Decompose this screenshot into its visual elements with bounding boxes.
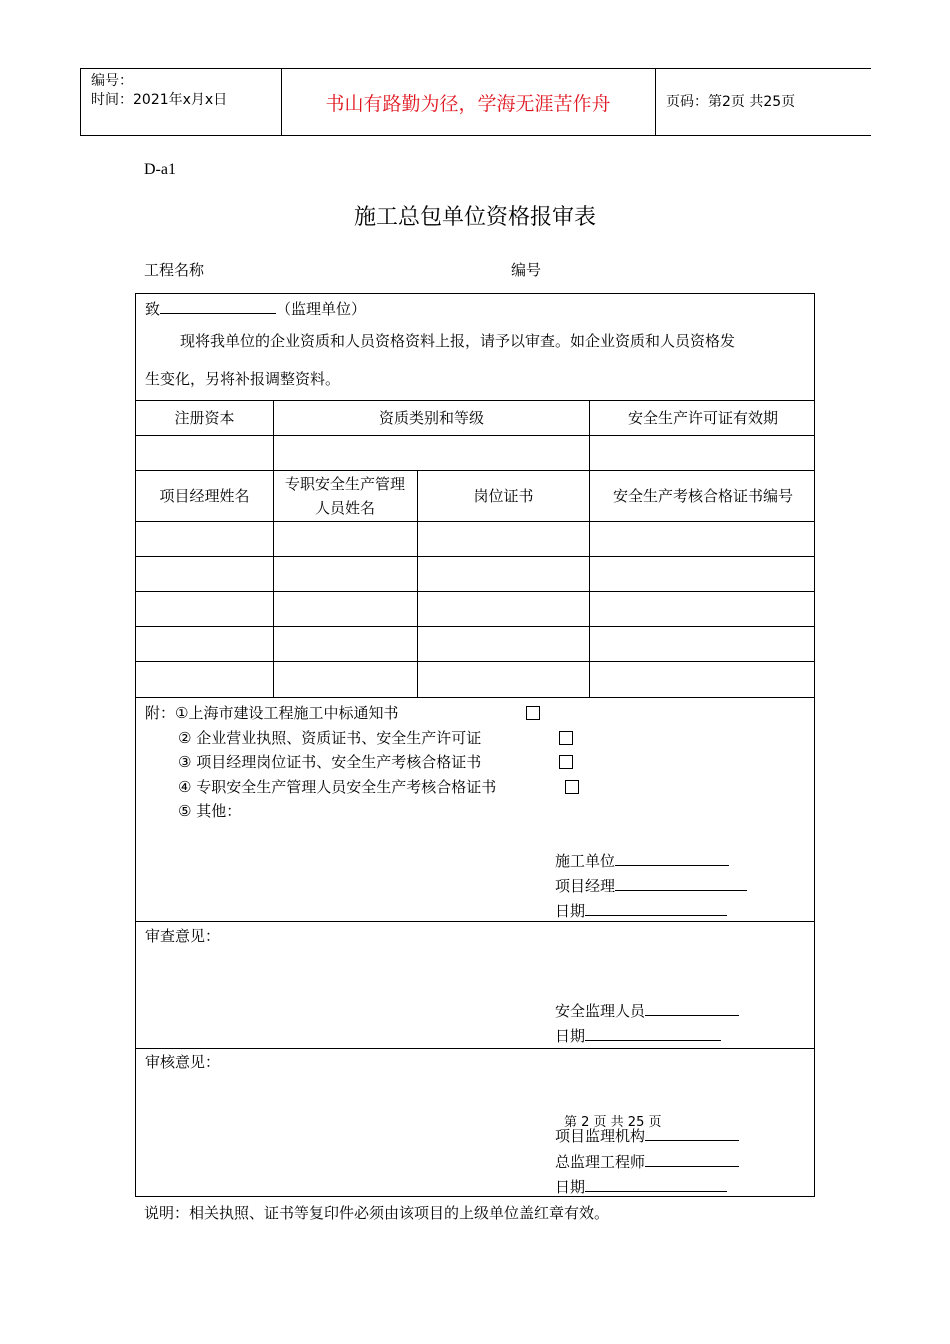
supervision-agency-label: 项目监理机构 xyxy=(555,1127,646,1145)
contractor-date-label: 日期 xyxy=(555,902,586,920)
checkbox-safety-officer-cert[interactable] xyxy=(565,780,579,794)
safety-cert-number-field[interactable] xyxy=(590,592,816,626)
header-registered-capital: 注册资本 xyxy=(174,408,235,427)
safety-cert-number-field[interactable] xyxy=(590,662,816,696)
attachment-item-3: ③ 项目经理岗位证书、安全生产考核合格证书 xyxy=(178,753,482,771)
header-safety-officer-name: 专职安全生产管理人员姓名 xyxy=(284,474,405,517)
safety-supervisor-line xyxy=(555,999,739,1023)
attachment-item-2: ② 企业营业执照、资质证书、安全生产许可证 xyxy=(178,729,482,747)
review-date-label: 日期 xyxy=(555,1027,586,1045)
attachment-item-4: ④ 专职安全生产管理人员安全生产考核合格证书 xyxy=(178,778,497,796)
attachment-item-5: ⑤ 其他： xyxy=(178,802,242,820)
chief-engineer-label: 总监理工程师 xyxy=(555,1153,646,1171)
contractor-date-line xyxy=(555,899,727,923)
to-prefix: 致 xyxy=(145,300,161,318)
post-certificate-field[interactable] xyxy=(418,662,589,696)
contractor-unit-label: 施工单位 xyxy=(555,852,616,870)
safety-officer-name-field[interactable] xyxy=(274,522,417,556)
safety-officer-name-field[interactable] xyxy=(274,592,417,626)
approval-opinion-label: 审核意见： xyxy=(145,1053,221,1071)
checkbox-bid-notice[interactable] xyxy=(526,706,540,720)
post-certificate-field[interactable] xyxy=(418,627,589,661)
registered-capital-field[interactable] xyxy=(136,436,273,470)
header-qualification-grade: 资质类别和等级 xyxy=(378,408,484,427)
safety-license-validity-field[interactable] xyxy=(590,436,816,470)
page-info: 页码：第2页 共25页 xyxy=(666,94,796,110)
project-manager-name-field[interactable] xyxy=(136,662,273,696)
motto-cell xyxy=(281,69,655,135)
project-manager-name-field[interactable] xyxy=(136,627,273,661)
checkbox-pm-certificate[interactable] xyxy=(559,755,573,769)
contractor-date-field[interactable] xyxy=(585,901,727,916)
header-box xyxy=(80,68,871,136)
attachment-prefix: 附： xyxy=(145,704,176,722)
post-certificate-field[interactable] xyxy=(418,557,589,591)
safety-supervisor-label: 安全监理人员 xyxy=(555,1002,646,1020)
safety-officer-name-field[interactable] xyxy=(274,627,417,661)
page-number-overlay: 第 2 页 共 25 页 xyxy=(564,1115,662,1130)
page-title: 施工总包单位资格报审表 xyxy=(353,205,596,230)
approval-date-line xyxy=(555,1175,727,1199)
safety-cert-number-field[interactable] xyxy=(590,627,816,661)
divider xyxy=(136,697,814,698)
supervisor-unit-field[interactable] xyxy=(160,299,276,314)
project-manager-name-field[interactable] xyxy=(136,592,273,626)
project-manager-field[interactable] xyxy=(615,876,747,891)
supervision-agency-line xyxy=(555,1124,739,1148)
attachment-label: ①上海市建设工程施工中标通知书 xyxy=(175,704,399,722)
to-suffix: （监理单位） xyxy=(276,300,367,318)
qualification-form xyxy=(135,293,815,1197)
safety-officer-name-field[interactable] xyxy=(274,662,417,696)
project-manager-name-field[interactable] xyxy=(136,557,273,591)
time-label: 时间：2021年x月x日 xyxy=(91,92,228,108)
safety-cert-number-field[interactable] xyxy=(590,557,816,591)
project-manager-name-field[interactable] xyxy=(136,522,273,556)
attachment-item-1 xyxy=(145,701,398,725)
serial-label: 编号： xyxy=(91,73,133,89)
header-meta-cell xyxy=(81,69,282,135)
approval-date-field[interactable] xyxy=(585,1177,727,1192)
form-code: D-a1 xyxy=(144,161,176,178)
approval-date-label: 日期 xyxy=(555,1178,586,1196)
header-post-certificate: 岗位证书 xyxy=(473,486,534,505)
chief-engineer-field[interactable] xyxy=(645,1152,739,1167)
review-date-field[interactable] xyxy=(585,1026,721,1041)
addressee-line xyxy=(145,297,366,321)
header-project-manager-name: 项目经理姓名 xyxy=(159,486,250,505)
number-label: 编号 xyxy=(511,261,542,279)
project-name-label: 工程名称 xyxy=(144,261,205,279)
review-date-line xyxy=(555,1024,721,1048)
divider xyxy=(136,1048,814,1049)
project-manager-line xyxy=(555,874,747,898)
checkbox-business-license[interactable] xyxy=(559,731,573,745)
post-certificate-field[interactable] xyxy=(418,592,589,626)
header-safety-cert-number: 安全生产考核合格证书编号 xyxy=(612,486,793,505)
project-manager-label: 项目经理 xyxy=(555,877,616,895)
safety-supervisor-field[interactable] xyxy=(645,1001,739,1016)
contractor-unit-field[interactable] xyxy=(615,851,729,866)
supervision-agency-field[interactable] xyxy=(645,1126,739,1141)
safety-cert-number-field[interactable] xyxy=(590,522,816,556)
intro-line-1: 现将我单位的企业资质和人员资格资料上报，请予以审查。如企业资质和人员资格发 xyxy=(180,332,736,350)
safety-officer-name-field[interactable] xyxy=(274,557,417,591)
intro-line-2: 生变化，另将补报调整资料。 xyxy=(145,370,341,388)
post-certificate-field[interactable] xyxy=(418,522,589,556)
qualification-grade-field[interactable] xyxy=(274,436,589,470)
chief-engineer-line xyxy=(555,1150,739,1174)
contractor-unit-line xyxy=(555,849,729,873)
footnote: 说明：相关执照、证书等复印件必须由该项目的上级单位盖红章有效。 xyxy=(144,1204,610,1222)
page-info-cell xyxy=(655,69,872,135)
review-opinion-label: 审查意见： xyxy=(145,927,221,945)
motto-text: 书山有路勤为径，学海无涯苦作舟 xyxy=(325,92,611,115)
header-safety-license-validity: 安全生产许可证有效期 xyxy=(627,408,778,427)
